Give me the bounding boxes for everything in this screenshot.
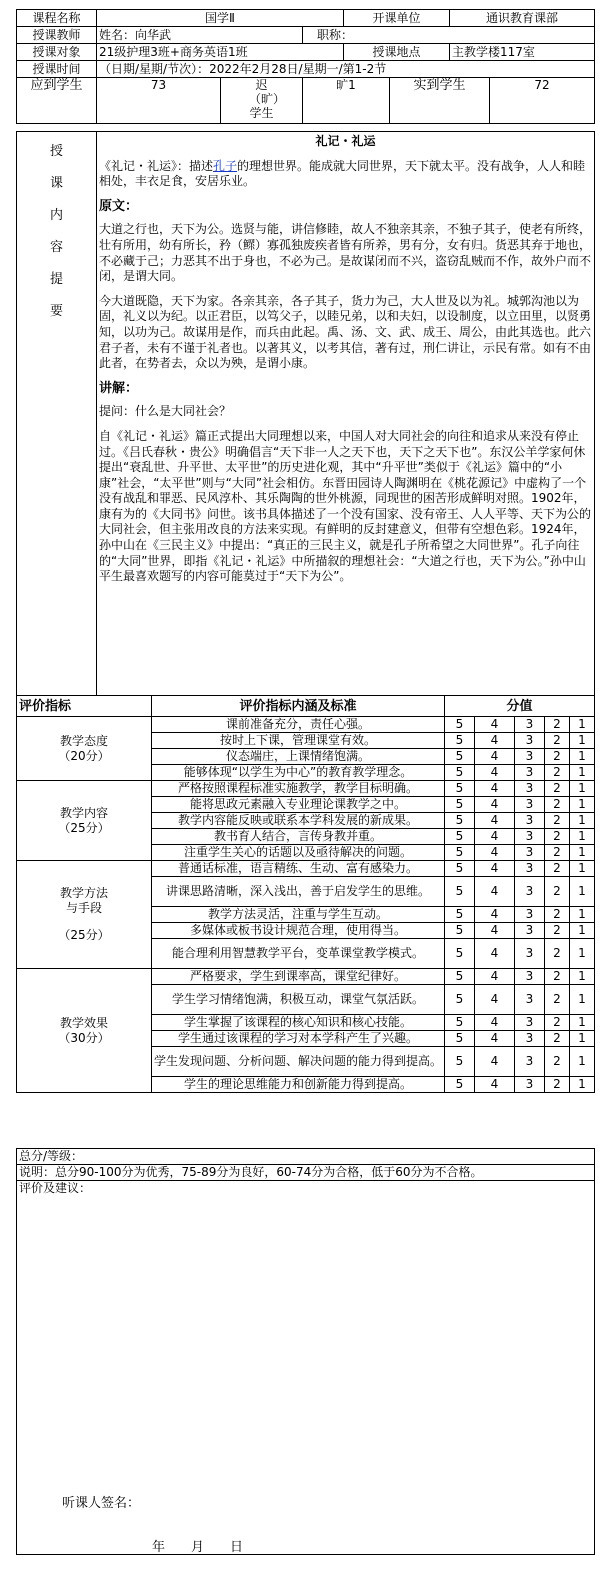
score-option[interactable]: 4 — [475, 877, 515, 907]
intro-suffix: 的理想世界。能成就大同世界，天下就太平。没有战争，人人和睦相处，丰衣足食，安居乐业。 — [99, 158, 586, 189]
score-option[interactable]: 2 — [545, 923, 570, 939]
score-option[interactable]: 2 — [545, 985, 570, 1015]
score-option[interactable]: 2 — [545, 1077, 570, 1093]
time-value: （日期/星期/节次）：2022年2月28日/星期一/第1-2节 — [97, 61, 595, 78]
indicator-points: （25分） — [58, 928, 110, 942]
expected-students-value: 73 — [97, 78, 221, 124]
score-option[interactable]: 3 — [515, 1077, 545, 1093]
criteria-text: 按时上下课，管理课堂有效。 — [152, 733, 445, 749]
score-option[interactable]: 1 — [570, 1031, 595, 1047]
score-option[interactable]: 4 — [475, 861, 515, 877]
score-option[interactable]: 2 — [545, 845, 570, 861]
score-option[interactable]: 3 — [515, 829, 545, 845]
score-option[interactable]: 5 — [445, 861, 475, 877]
score-option[interactable]: 4 — [475, 845, 515, 861]
side-char: 提 — [49, 272, 63, 287]
criteria-text: 仪态端庄，上课情绪饱满。 — [152, 749, 445, 765]
score-option[interactable]: 1 — [570, 829, 595, 845]
score-option[interactable]: 2 — [545, 1031, 570, 1047]
lesson-content-table — [16, 131, 595, 696]
score-option[interactable]: 3 — [515, 797, 545, 813]
indicator-points: （20分） — [58, 748, 110, 763]
score-option[interactable]: 5 — [445, 781, 475, 797]
score-option[interactable]: 1 — [570, 969, 595, 985]
criteria-text: 学生学习情绪饱满，积极互动，课堂气氛活跃。 — [152, 985, 445, 1015]
score-option[interactable]: 2 — [545, 1015, 570, 1031]
teacher-title-label: 职称： — [303, 27, 595, 44]
criteria-text: 学生的理论思维能力和创新能力得到提高。 — [152, 1077, 445, 1093]
score-option[interactable]: 5 — [445, 907, 475, 923]
score-option[interactable]: 1 — [570, 1077, 595, 1093]
score-option[interactable]: 4 — [475, 797, 515, 813]
score-option[interactable]: 3 — [515, 845, 545, 861]
score-option[interactable]: 3 — [515, 813, 545, 829]
score-option[interactable]: 3 — [515, 985, 545, 1015]
score-option[interactable]: 2 — [545, 969, 570, 985]
criteria-text: 严格要求，学生到课率高，课堂纪律好。 — [152, 969, 445, 985]
course-name: 国学Ⅱ — [97, 10, 344, 27]
criteria-row — [17, 861, 595, 877]
dept-value: 通识教育课部 — [450, 10, 595, 27]
criteria-text: 多媒体或板书设计规范合理，使用得当。 — [152, 923, 445, 939]
score-option[interactable]: 4 — [475, 829, 515, 845]
col-criteria: 评价指标内涵及标准 — [152, 696, 445, 717]
score-option[interactable]: 1 — [570, 765, 595, 781]
indicator-points: （30分） — [58, 1030, 110, 1045]
score-option[interactable]: 1 — [570, 907, 595, 923]
score-option[interactable]: 4 — [475, 717, 515, 733]
score-option[interactable]: 4 — [475, 781, 515, 797]
score-option[interactable]: 4 — [475, 985, 515, 1015]
date-month: 月 — [191, 1540, 205, 1555]
indicator-points: （25分） — [58, 820, 110, 835]
score-option[interactable]: 2 — [545, 939, 570, 969]
score-option[interactable]: 2 — [545, 907, 570, 923]
score-option[interactable]: 1 — [570, 845, 595, 861]
score-option[interactable]: 2 — [545, 861, 570, 877]
score-option[interactable]: 3 — [515, 733, 545, 749]
score-option[interactable]: 3 — [515, 717, 545, 733]
score-option[interactable]: 4 — [475, 1015, 515, 1031]
score-option[interactable]: 4 — [475, 907, 515, 923]
total-score-label: 总分/等级： — [17, 1149, 595, 1165]
original-paragraph-2: 今大道既隐，天下为家。各亲其亲，各子其子，货力为己，大人世及以为礼。城郭沟池以为固，礼义以为纪。以正君臣，以笃父子，以睦兄弟，以和夫妇，以设制度，以立田里，以贤勇知，以功为己。故谋用是作，而兵由此起。禹、汤、文、武、成王、周公，由此其选也。此六君子者，未有不谨于礼者也。以著其义，以考其信，著有过，刑仁讲让，示民有常。如有不由此者，在势者去，众以为殃，是谓小康。 — [99, 293, 592, 371]
score-option[interactable]: 1 — [570, 717, 595, 733]
score-option[interactable]: 5 — [445, 829, 475, 845]
score-option[interactable]: 4 — [475, 813, 515, 829]
criteria-text: 学生通过该课程的学习对本学科产生了兴趣。 — [152, 1031, 445, 1047]
signature-date — [152, 1536, 269, 1555]
lesson-title: 礼记・礼运 — [315, 134, 376, 148]
score-option[interactable]: 3 — [515, 939, 545, 969]
actual-students-label: 实到学生 — [390, 78, 490, 124]
score-option[interactable]: 5 — [445, 717, 475, 733]
date-year: 年 — [152, 1540, 166, 1555]
score-option[interactable]: 3 — [515, 907, 545, 923]
question: 提问：什么是大同社会？ — [99, 404, 232, 419]
explain-heading: 讲解： — [99, 380, 139, 396]
location-label: 授课地点 — [344, 44, 450, 61]
score-option[interactable]: 5 — [445, 877, 475, 907]
criteria-text: 教学方法灵活，注重与学生互动。 — [152, 907, 445, 923]
score-option[interactable]: 2 — [545, 781, 570, 797]
side-char: 内 — [49, 208, 63, 223]
score-option[interactable]: 1 — [570, 749, 595, 765]
actual-students-value: 72 — [490, 78, 595, 124]
indicator-name: 教学方法与手段 — [59, 886, 108, 915]
teacher-name: 姓名：向华武 — [97, 27, 303, 44]
absent-value: 旷1 — [303, 78, 390, 124]
score-option[interactable]: 4 — [475, 749, 515, 765]
score-option[interactable]: 1 — [570, 877, 595, 907]
expected-students-label: 应到学生 — [17, 78, 97, 124]
score-option[interactable]: 4 — [475, 733, 515, 749]
explain-paragraph: 自《礼记・礼运》篇正式提出大同理想以来，中国人对大同社会的向往和追求从来没有停止过。《吕氏春秋・贵公》明确倡言“天下非一人之天下也，天下之天下也”。东汉公羊学家何休提出“衰乱世、升平世、太平世”的历史进化观，其中“升平世”类似于《礼运》篇中的“小康”社会，“太平世”则与“大同”社会相仿。东晋田园诗人陶渊明在《桃花源记》中虚构了一个没有战乱和罪恶、民风淳朴、其乐陶陶的世外桃源，同现世的困苦形成鲜明对照。1902年，康有为的《大同书》问世。该书具体描述了一个没有国家、没有帝王、人人平等、天下为公的大同社会，但主张用改良的方法来实现。有鲜明的反封建意义，但带有空想色彩。1924年，孙中山在《三民主义》中提出：“真正的三民主义，就是孔子所希望之大同世界”。孔子向往的“大同”世界，即指《礼记・礼运》中所描叙的理想社会：“大道之行也，天下为公。”孙中山平生最喜欢题写的内容可能莫过于“天下为公”。 — [99, 428, 592, 584]
score-option[interactable]: 4 — [475, 765, 515, 781]
score-option[interactable]: 1 — [570, 985, 595, 1015]
score-option[interactable]: 3 — [515, 861, 545, 877]
date-day: 日 — [230, 1540, 244, 1555]
criteria-text: 课前准备充分，责任心强。 — [152, 717, 445, 733]
course-info-table — [16, 9, 595, 124]
confucius-link[interactable]: 孔子 — [213, 158, 238, 173]
score-option[interactable]: 3 — [515, 765, 545, 781]
indicator-cell — [17, 717, 152, 781]
score-option[interactable]: 5 — [445, 923, 475, 939]
score-option[interactable]: 5 — [445, 969, 475, 985]
score-option[interactable]: 5 — [445, 733, 475, 749]
score-option[interactable]: 1 — [570, 861, 595, 877]
score-option[interactable]: 3 — [515, 877, 545, 907]
lesson-summary-label — [17, 132, 97, 696]
score-option[interactable]: 5 — [445, 939, 475, 969]
criteria-text: 能将思政元素融入专业理论课教学之中。 — [152, 797, 445, 813]
score-option[interactable]: 3 — [515, 923, 545, 939]
indicator-cell — [17, 969, 152, 1093]
criteria-text: 严格按照课程标准实施教学，教学目标明确。 — [152, 781, 445, 797]
intro-prefix: 《礼记・礼运》：描述 — [99, 158, 214, 173]
score-option[interactable]: 5 — [445, 765, 475, 781]
score-option[interactable]: 3 — [515, 749, 545, 765]
indicator-name: 教学态度 — [59, 733, 108, 748]
criteria-text: 能合理利用智慧教学平台，变革课堂教学模式。 — [152, 939, 445, 969]
criteria-text: 普通话标准，语言精练、生动、富有感染力。 — [152, 861, 445, 877]
score-option[interactable]: 2 — [545, 813, 570, 829]
audience-value: 21级护理3班+商务英语1班 — [97, 44, 344, 61]
criteria-text: 教书育人结合，言传身教并重。 — [152, 829, 445, 845]
score-option[interactable]: 1 — [570, 923, 595, 939]
criteria-text: 能够体现“以学生为中心”的教育教学理念。 — [152, 765, 445, 781]
score-option[interactable]: 1 — [570, 781, 595, 797]
score-option[interactable]: 3 — [515, 969, 545, 985]
evaluation-table — [16, 695, 595, 1093]
criteria-text: 注重学生关心的话题以及亟待解决的问题。 — [152, 845, 445, 861]
indicator-name: 教学效果 — [59, 1015, 108, 1030]
score-option[interactable]: 5 — [445, 797, 475, 813]
score-option[interactable]: 5 — [445, 813, 475, 829]
side-char: 容 — [49, 240, 63, 255]
score-option[interactable]: 3 — [515, 1015, 545, 1031]
indicator-name: 教学内容 — [59, 805, 108, 820]
criteria-row — [17, 717, 595, 733]
dept-label: 开课单位 — [344, 10, 450, 27]
score-option[interactable]: 3 — [515, 1031, 545, 1047]
score-option[interactable]: 5 — [445, 1077, 475, 1093]
score-option[interactable]: 2 — [545, 877, 570, 907]
original-paragraph-1: 大道之行也，天下为公。选贤与能，讲信修睦，故人不独亲其亲，不独子其子，使老有所终，壮有所用，幼有所长，矜（鳏）寡孤独废疾者皆有所养，男有分，女有归。货恶其弃于地也，不必藏于己；力恶其不出于身也，不必为己。是故谋闭而不兴，盗窃乱贼而不作，故外户而不闭，是谓大同。 — [99, 222, 592, 284]
late-students-label: 迟（旷）学生 — [221, 78, 303, 124]
course-name-label: 课程名称 — [17, 10, 97, 27]
original-heading: 原文： — [99, 198, 139, 214]
comments-label: 评价及建议： — [17, 1181, 595, 1555]
criteria-text: 学生发现问题、分析问题、解决问题的能力得到提高。 — [152, 1047, 445, 1077]
score-option[interactable]: 4 — [475, 1047, 515, 1077]
score-option[interactable]: 1 — [570, 797, 595, 813]
score-option[interactable]: 4 — [475, 1077, 515, 1093]
score-option[interactable]: 2 — [545, 765, 570, 781]
lesson-body — [97, 132, 595, 696]
indicator-cell — [17, 781, 152, 861]
signature-label: 听课人签名： — [62, 1496, 141, 1511]
grading-note: 说明：总分90-100分为优秀，75-89分为良好，60-74分为合格，低于60分为不合格。 — [17, 1165, 595, 1181]
score-option[interactable]: 5 — [445, 1047, 475, 1077]
score-option[interactable]: 4 — [475, 969, 515, 985]
score-option[interactable]: 5 — [445, 1015, 475, 1031]
score-option[interactable]: 2 — [545, 733, 570, 749]
criteria-text: 学生掌握了该课程的核心知识和核心技能。 — [152, 1015, 445, 1031]
score-option[interactable]: 3 — [515, 781, 545, 797]
col-indicator: 评价指标 — [17, 696, 152, 717]
criteria-row — [17, 969, 595, 985]
score-option[interactable]: 1 — [570, 1015, 595, 1031]
evaluation-rows — [17, 717, 595, 1093]
score-option[interactable]: 4 — [475, 939, 515, 969]
score-option[interactable]: 1 — [570, 1047, 595, 1077]
teacher-label: 授课教师 — [17, 27, 97, 44]
location-value: 主教学楼117室 — [450, 44, 595, 61]
score-option[interactable]: 2 — [545, 829, 570, 845]
side-char: 要 — [49, 304, 63, 319]
score-option[interactable]: 2 — [545, 717, 570, 733]
score-option[interactable]: 5 — [445, 749, 475, 765]
criteria-row — [17, 781, 595, 797]
score-option[interactable]: 2 — [545, 797, 570, 813]
score-option[interactable]: 3 — [515, 1047, 545, 1077]
score-option[interactable]: 1 — [570, 939, 595, 969]
score-option[interactable]: 1 — [570, 813, 595, 829]
indicator-cell — [17, 861, 152, 969]
score-option[interactable]: 5 — [445, 985, 475, 1015]
col-score: 分值 — [445, 696, 595, 717]
criteria-text: 教学内容能反映或联系本学科发展的新成果。 — [152, 813, 445, 829]
side-char: 授 — [49, 144, 63, 159]
score-option[interactable]: 2 — [545, 749, 570, 765]
score-option[interactable]: 4 — [475, 1031, 515, 1047]
lesson-intro — [99, 159, 592, 190]
time-label: 授课时间 — [17, 61, 97, 78]
score-option[interactable]: 5 — [445, 1031, 475, 1047]
score-option[interactable]: 4 — [475, 923, 515, 939]
audience-label: 授课对象 — [17, 44, 97, 61]
score-option[interactable]: 1 — [570, 733, 595, 749]
score-option[interactable]: 2 — [545, 1047, 570, 1077]
side-char: 课 — [49, 176, 63, 191]
criteria-text: 讲课思路清晰，深入浅出，善于启发学生的思维。 — [152, 877, 445, 907]
score-option[interactable]: 5 — [445, 845, 475, 861]
